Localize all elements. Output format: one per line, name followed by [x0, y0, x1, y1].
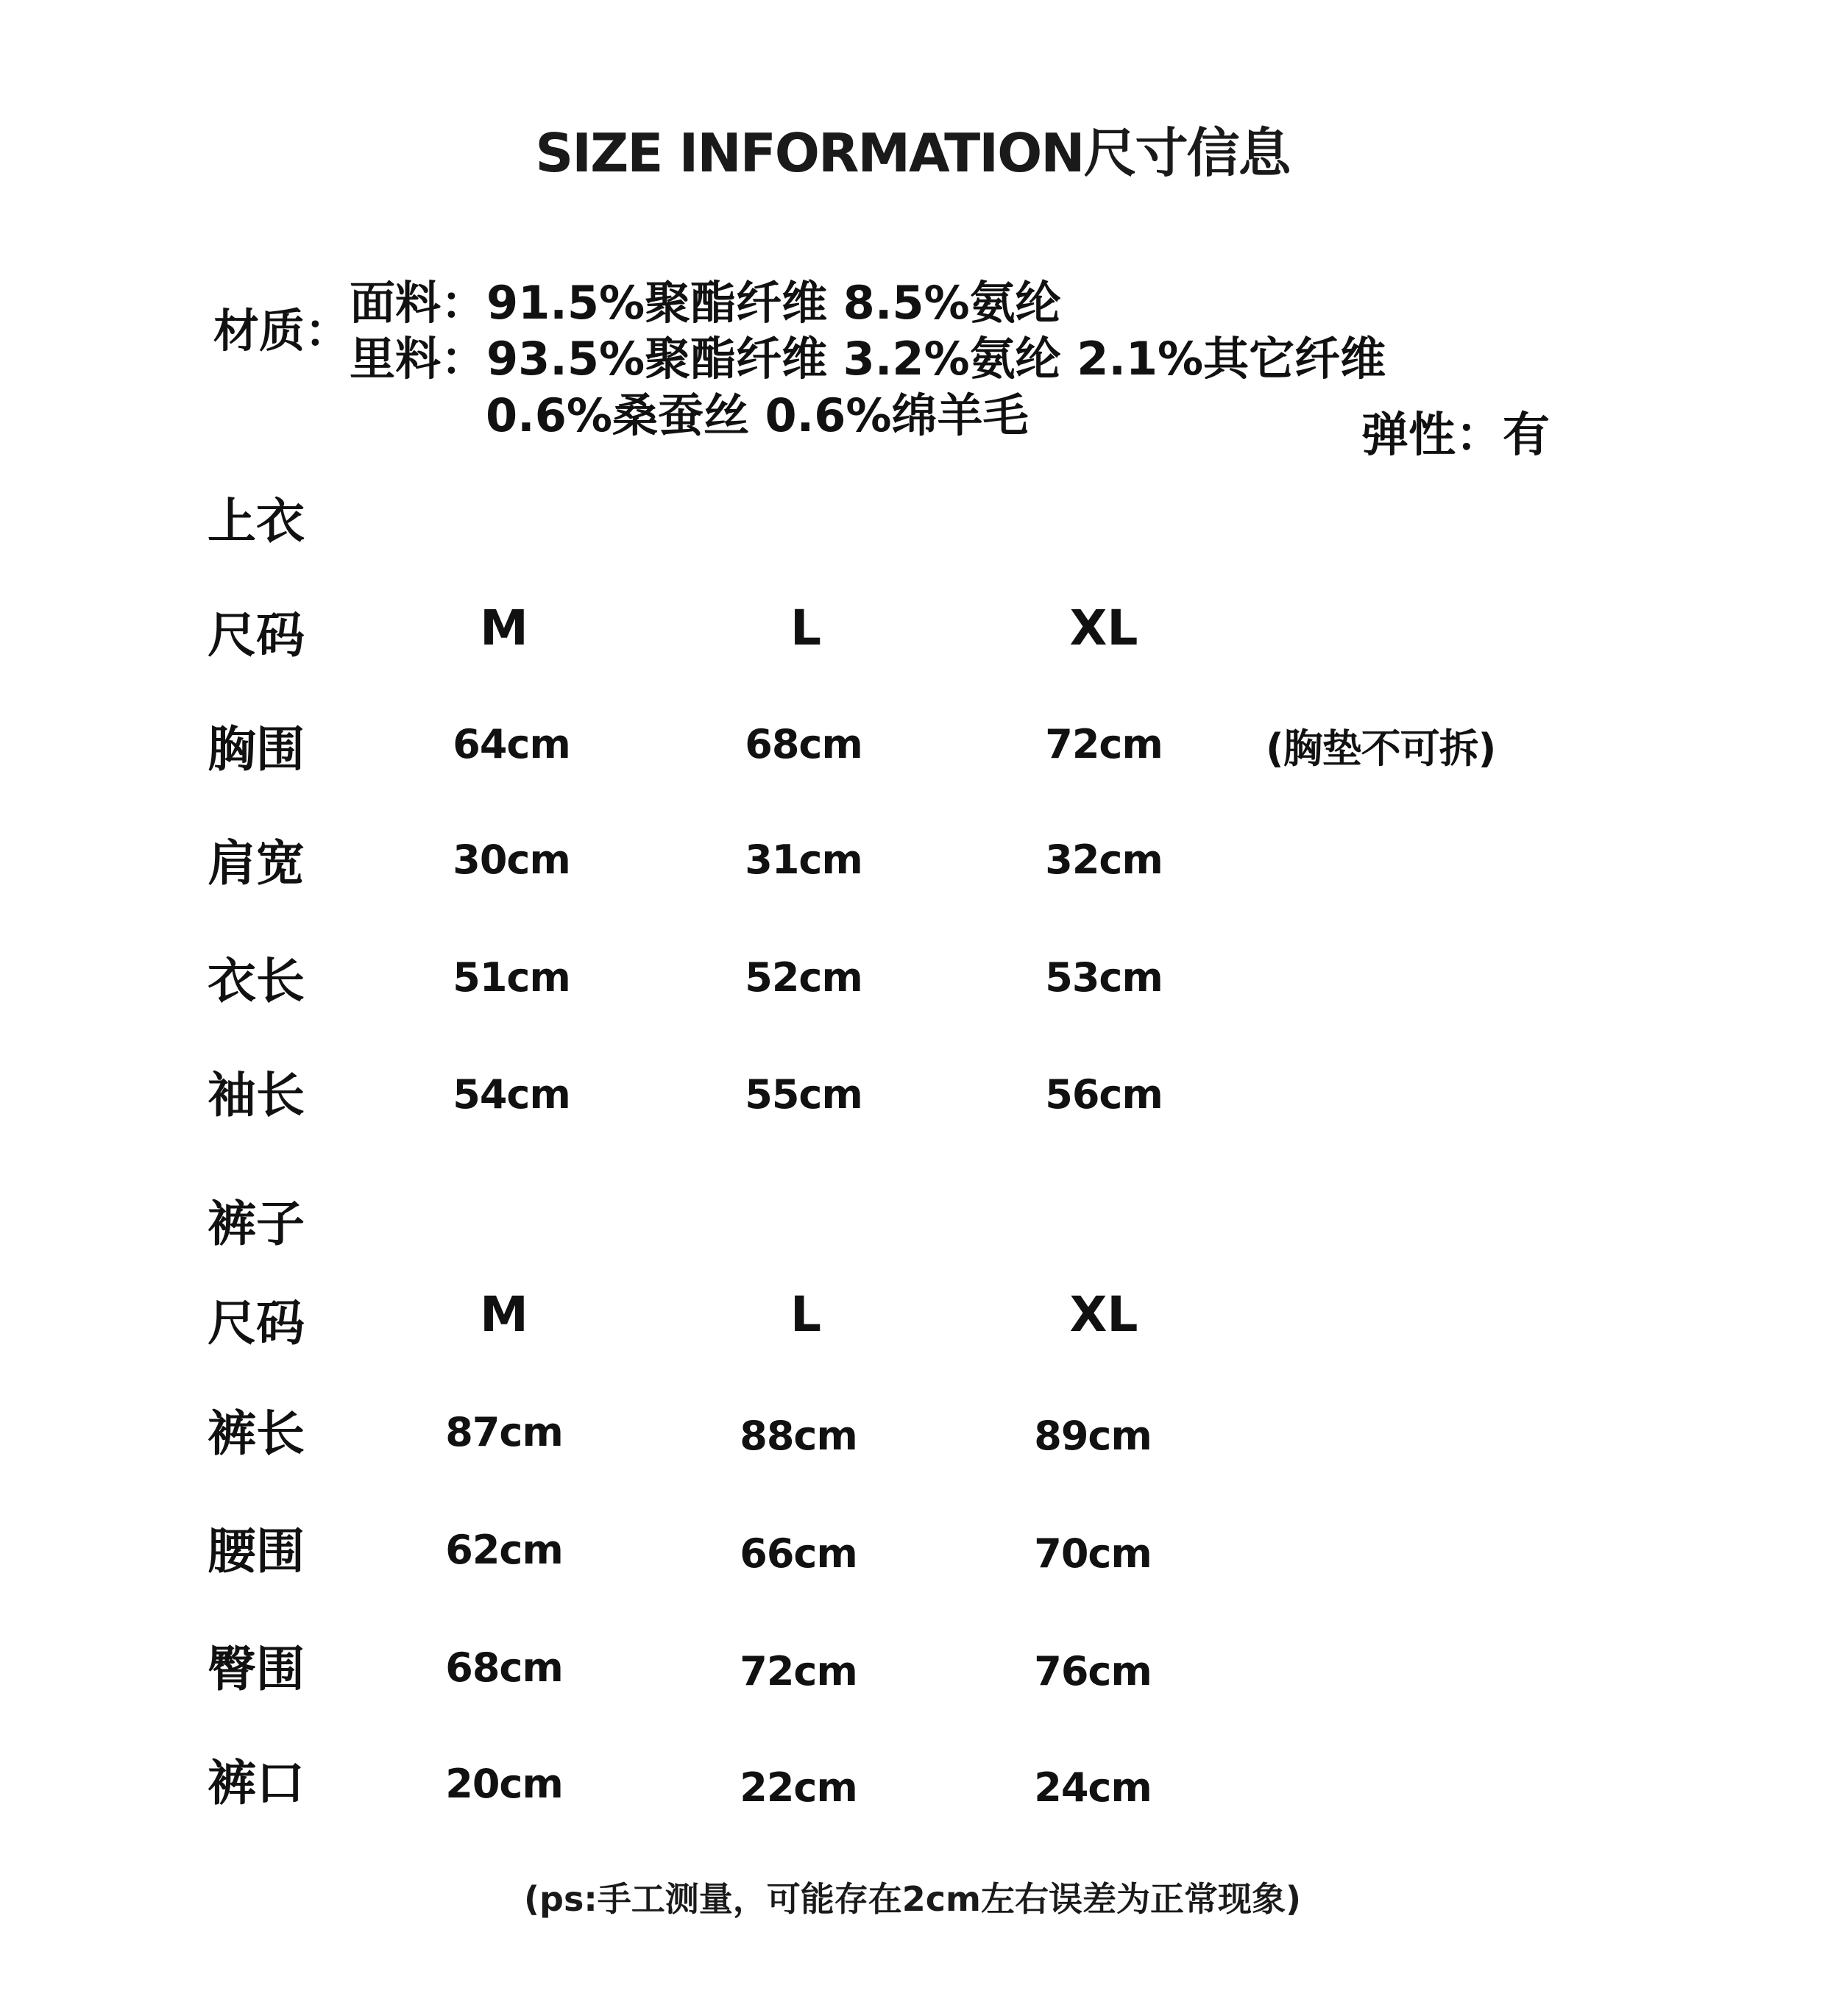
top-cell: 52cm [745, 954, 862, 1001]
lining-composition-line2: 0.6%桑蚕丝 0.6%绵羊毛 [486, 388, 1029, 442]
lining-composition-line1: 里料：93.5%聚酯纤维 3.2%氨纶 2.1%其它纤维 [350, 332, 1386, 386]
pants-section-label: 裤子 [208, 1196, 305, 1252]
top-row-label: 袖长 [208, 1067, 305, 1124]
top-row-label: 胸围 [208, 721, 305, 778]
pants-row-label: 臀围 [208, 1641, 305, 1697]
fabric-composition: 面料：91.5%聚酯纤维 8.5%氨纶 [350, 276, 1061, 330]
top-section-label: 上衣 [208, 493, 305, 550]
top-cell: 68cm [745, 721, 862, 767]
pants-cell: 62cm [445, 1527, 563, 1573]
measurement-footnote: (ps:手工测量，可能存在2cm左右误差为正常现象) [524, 1879, 1301, 1919]
pants-cell: 88cm [740, 1413, 857, 1459]
pants-row-label: 腰围 [208, 1523, 305, 1580]
pants-size-xl: XL [1069, 1286, 1138, 1343]
pants-cell: 24cm [1034, 1764, 1152, 1811]
top-cell: 56cm [1045, 1071, 1163, 1118]
top-size-xl: XL [1069, 600, 1138, 656]
pants-cell: 22cm [740, 1764, 857, 1811]
top-cell: 53cm [1045, 954, 1163, 1001]
pants-cell: 68cm [445, 1644, 563, 1691]
top-size-m: M [480, 600, 528, 656]
pants-cell: 72cm [740, 1648, 857, 1694]
pants-cell: 70cm [1034, 1530, 1152, 1577]
top-cell: 72cm [1045, 721, 1163, 767]
pants-cell: 89cm [1034, 1413, 1152, 1459]
top-cell: 30cm [453, 837, 570, 883]
top-cell: 32cm [1045, 837, 1163, 883]
material-label: 材质： [213, 304, 351, 358]
page-title: SIZE INFORMATION尺寸信息 [535, 122, 1290, 184]
top-row-label: 肩宽 [208, 835, 305, 892]
top-size-l: L [790, 600, 822, 656]
top-cell: 31cm [745, 837, 862, 883]
top-cell: 51cm [453, 954, 570, 1001]
top-cell: 54cm [453, 1071, 570, 1118]
pants-cell: 87cm [445, 1409, 563, 1455]
pants-row-label: 裤口 [208, 1755, 305, 1811]
top-cell: 64cm [453, 721, 570, 767]
pants-cell: 76cm [1034, 1648, 1152, 1694]
chest-pad-note: (胸垫不可拆) [1266, 725, 1496, 772]
top-row-label: 衣长 [208, 953, 305, 1009]
pants-cell: 66cm [740, 1530, 857, 1577]
top-cell: 55cm [745, 1071, 862, 1118]
pants-size-header-label: 尺码 [208, 1295, 305, 1352]
pants-cell: 20cm [445, 1761, 563, 1807]
pants-size-m: M [480, 1286, 528, 1343]
pants-size-l: L [790, 1286, 822, 1343]
elasticity-info: 弹性：有 [1361, 408, 1550, 463]
top-size-header-label: 尺码 [208, 607, 305, 664]
pants-row-label: 裤长 [208, 1405, 305, 1462]
